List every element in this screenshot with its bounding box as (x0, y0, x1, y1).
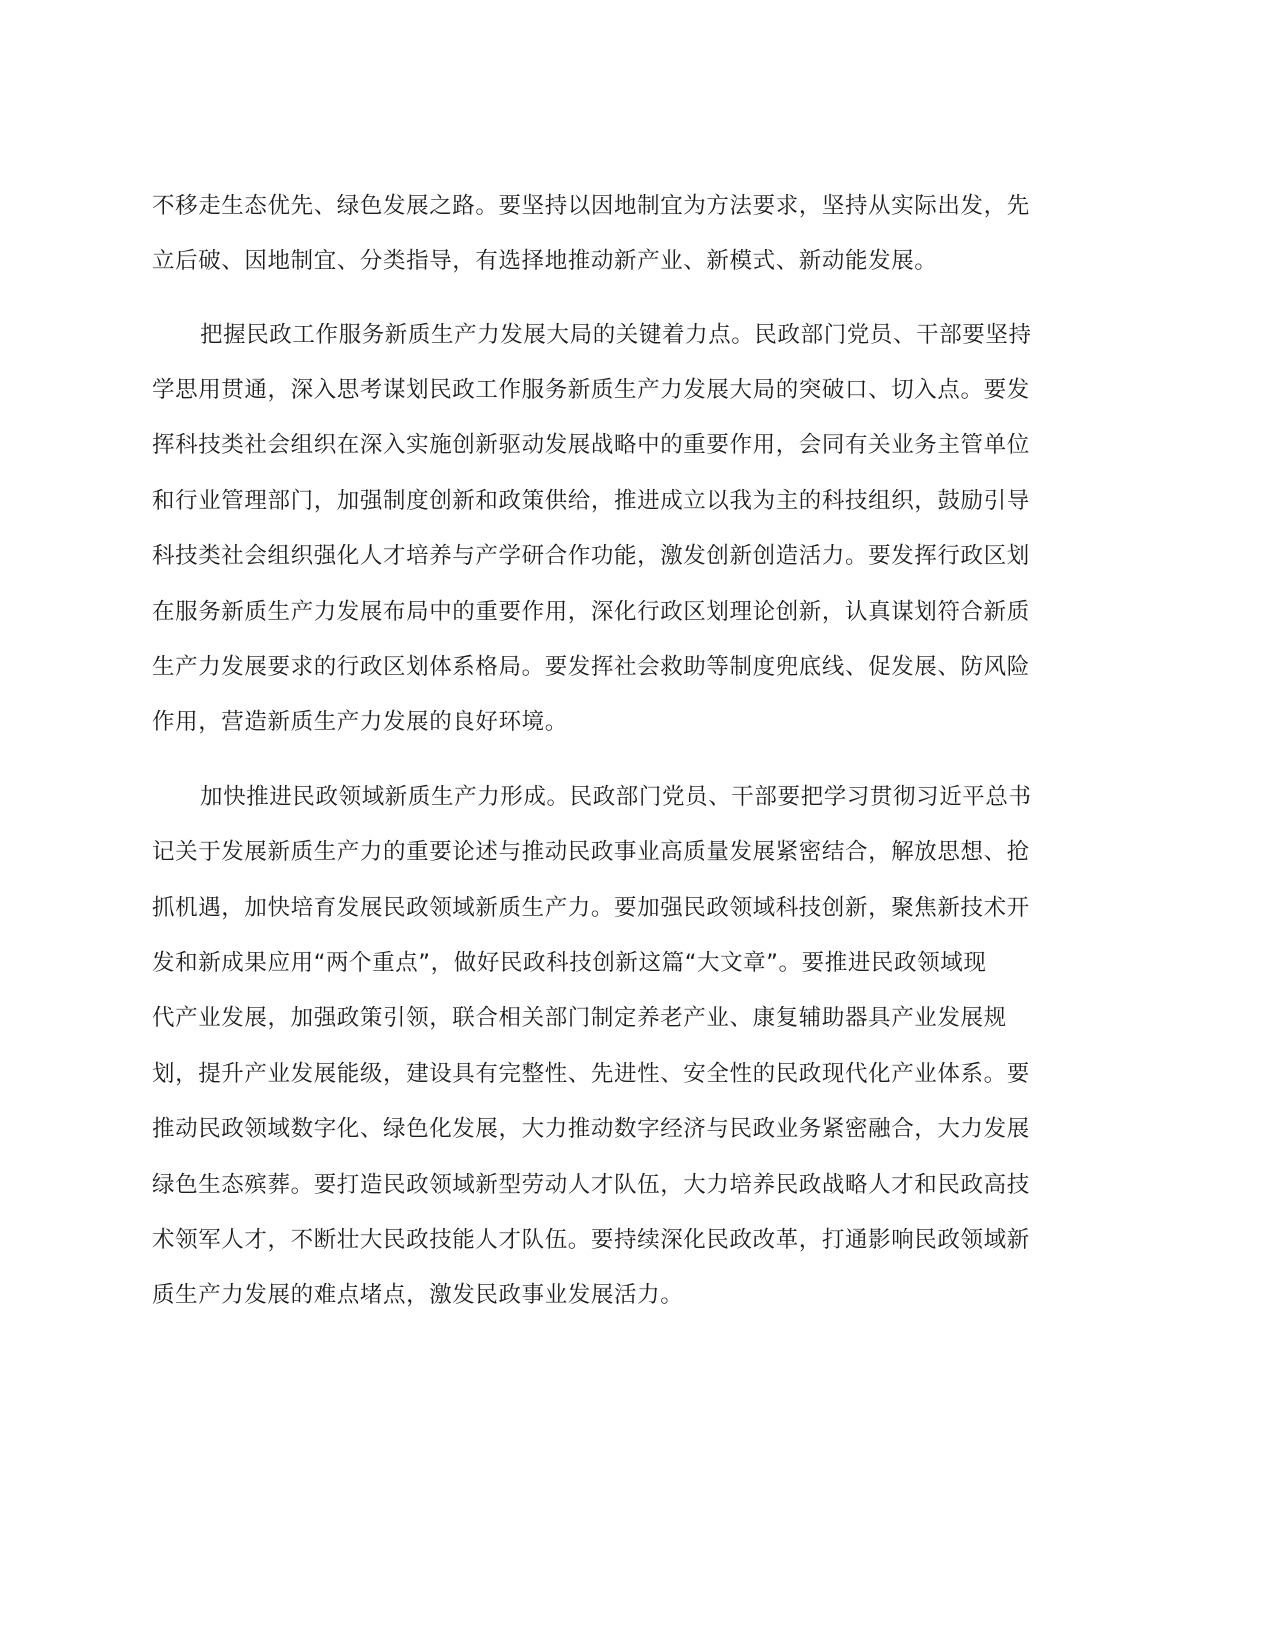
text-line: 不移走生态优先、绿色发展之路。要坚持以因地制宜为方法要求，坚持从实际出发，先 (152, 193, 1030, 219)
text-line: 记关于发展新质生产力的重要论述与推动民政事业高质量发展紧密结合，解放思想、抢 (152, 839, 1030, 865)
text-line: 绿色生态殡葬。要打造民政领域新型劳动人才队伍，大力培养民政战略人才和民政高技 (152, 1172, 1030, 1198)
text-line: 推动民政领域数字化、绿色化发展，大力推动数字经济与民政业务紧密融合，大力发展 (152, 1116, 1030, 1142)
text-line: 立后破、因地制宜、分类指导，有选择地推动新产业、新模式、新动能发展。 (152, 248, 938, 274)
text-line: 把握民政工作服务新质生产力发展大局的关键着力点。民政部门党员、干部要坚持 (200, 322, 1032, 348)
text-line: 抓机遇，加快培育发展民政领域新质生产力。要加强民政领域科技创新，聚焦新技术开 (152, 895, 1030, 921)
text-line: 发和新成果应用“两个重点”，做好民政科技创新这篇“大文章”。要推进民政领域现 (152, 950, 987, 976)
text-line: 质生产力发展的难点堵点，激发民政事业发展活力。 (152, 1282, 684, 1308)
text-line: 加快推进民政领域新质生产力形成。民政部门党员、干部要把学习贯彻习近平总书 (200, 784, 1032, 810)
text-line: 术领军人才，不断壮大民政技能人才队伍。要持续深化民政改革，打通影响民政领域新 (152, 1227, 1030, 1253)
text-line: 在服务新质生产力发展布局中的重要作用，深化行政区划理论创新，认真谋划符合新质 (152, 599, 1030, 625)
text-line: 学思用贯通，深入思考谋划民政工作服务新质生产力发展大局的突破口、切入点。要发 (152, 377, 1030, 403)
text-line: 作用，营造新质生产力发展的良好环境。 (152, 709, 568, 735)
text-line: 挥科技类社会组织在深入实施创新驱动发展战略中的重要作用，会同有关业务主管单位 (152, 432, 1030, 458)
text-line: 生产力发展要求的行政区划体系格局。要发挥社会救助等制度兜底线、促发展、防风险 (152, 654, 1030, 680)
text-line: 代产业发展，加强政策引领，联合相关部门制定养老产业、康复辅助器具产业发展规 (152, 1005, 1007, 1031)
text-line: 和行业管理部门，加强制度创新和政策供给，推进成立以我为主的科技组织，鼓励引导 (152, 488, 1030, 514)
text-line: 划，提升产业发展能级，建设具有完整性、先进性、安全性的民政现代化产业体系。要 (152, 1061, 1030, 1087)
text-line: 科技类社会组织强化人才培养与产学研合作功能，激发创新创造活力。要发挥行政区划 (152, 543, 1030, 569)
